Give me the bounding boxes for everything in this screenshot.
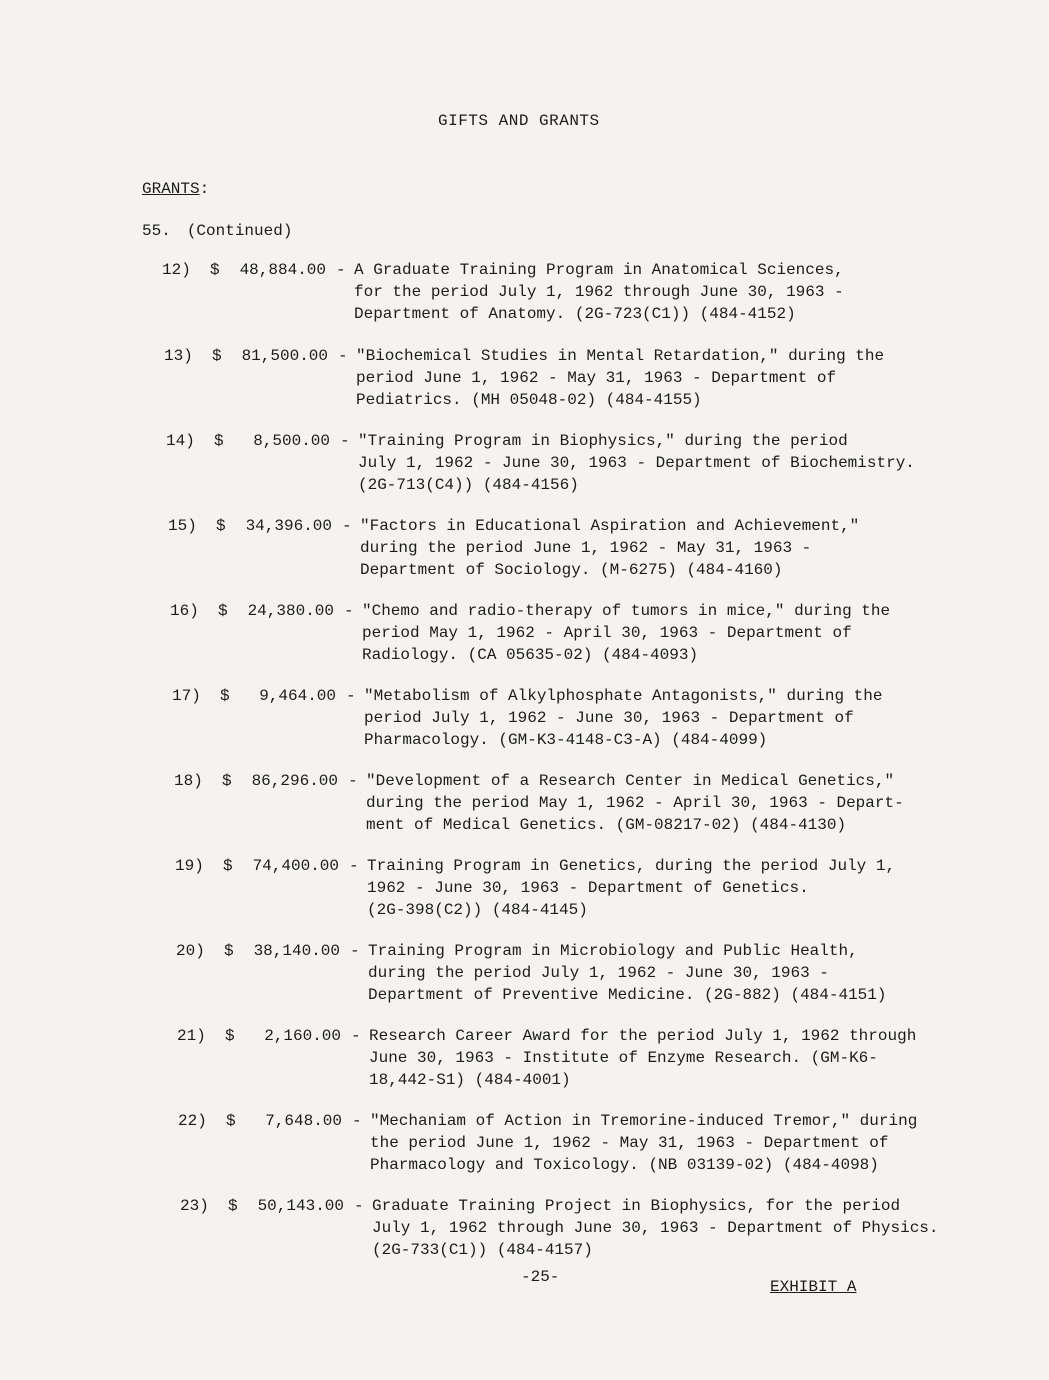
item-number: 55. (142, 222, 171, 240)
grant-description (372, 1195, 939, 1261)
grant-description (368, 940, 886, 1006)
description-line: 18,442-S1) (484-4001) (369, 1071, 571, 1089)
description-line: A Graduate Training Program in Anatomical Sciences, (354, 261, 844, 279)
entry-dash: - (344, 602, 354, 620)
entry-dash: - (349, 857, 359, 875)
grant-amount: 24,380.00 (247, 602, 334, 620)
description-line: "Chemo and radio-therapy of tumors in mice," during the (362, 602, 891, 620)
entry-number: 23) (180, 1197, 209, 1215)
section-colon: : (199, 180, 210, 198)
section-heading (142, 180, 209, 198)
description-line: ment of Medical Genetics. (GM-08217-02) (484-4130) (366, 816, 847, 834)
grant-description (362, 600, 890, 666)
description-line: Research Career Award for the period July 1, 1962 through (369, 1027, 917, 1045)
description-line: during the period July 1, 1962 - June 30, 1963 - (368, 964, 829, 982)
entry-number: 15) (168, 517, 197, 535)
description-line: Radiology. (CA 05635-02) (484-4093) (362, 646, 699, 664)
section-label: GRANTS (142, 180, 200, 198)
dollar-sign: $ (228, 1197, 238, 1215)
grant-amount: 48,884.00 (239, 261, 326, 279)
dollar-sign: $ (210, 261, 220, 279)
entry-dash: - (352, 1112, 362, 1130)
dollar-sign: $ (224, 942, 234, 960)
page-title: GIFTS AND GRANTS (438, 112, 600, 130)
entry-number: 14) (166, 432, 195, 450)
grant-amount: 74,400.00 (252, 857, 339, 875)
description-line: (2G-713(C4)) (484-4156) (358, 476, 579, 494)
description-line: Training Program in Genetics, during the period July 1, (367, 857, 896, 875)
grant-amount: 86,296.00 (251, 772, 338, 790)
page-number: -25- (521, 1268, 560, 1286)
description-line: Pediatrics. (MH 05048-02) (484-4155) (356, 391, 702, 409)
description-line: "Factors in Educational Aspiration and Achievement," (360, 517, 860, 535)
description-line: Graduate Training Project in Biophysics, for the period (372, 1197, 901, 1215)
description-line: "Metabolism of Alkylphosphate Antagonists," during the (364, 687, 883, 705)
description-line: July 1, 1962 through June 30, 1963 - Department of Physics. (372, 1219, 939, 1237)
entry-number: 17) (172, 687, 201, 705)
description-line: Department of Anatomy. (2G-723(C1)) (484-4152) (354, 305, 796, 323)
grant-description (354, 259, 844, 325)
description-line: Pharmacology and Toxicology. (NB 03139-02) (484-4098) (370, 1156, 879, 1174)
exhibit-label: EXHIBIT A (770, 1278, 857, 1296)
description-line: during the period May 1, 1962 - April 30, 1963 - Depart- (366, 794, 904, 812)
entry-dash: - (340, 432, 350, 450)
dollar-sign: $ (212, 347, 222, 365)
grant-description (360, 515, 859, 581)
entry-dash: - (342, 517, 352, 535)
description-line: for the period July 1, 1962 through June 30, 1963 - (354, 283, 844, 301)
description-line: Department of Sociology. (M-6275) (484-4160) (360, 561, 783, 579)
grant-description (356, 345, 884, 411)
description-line: period July 1, 1962 - June 30, 1963 - Department of (364, 709, 854, 727)
entry-number: 16) (170, 602, 199, 620)
description-line: "Training Program in Biophysics," during the period (358, 432, 848, 450)
grant-amount: 81,500.00 (241, 347, 328, 365)
dollar-sign: $ (225, 1027, 235, 1045)
dollar-sign: $ (216, 517, 226, 535)
description-line: (2G-733(C1)) (484-4157) (372, 1241, 593, 1259)
grant-description (366, 770, 904, 836)
entry-dash: - (336, 261, 346, 279)
grant-amount: 7,648.00 (265, 1112, 342, 1130)
entry-dash: - (351, 1027, 361, 1045)
description-line: July 1, 1962 - June 30, 1963 - Department of Biochemistry. (358, 454, 915, 472)
description-line: 1962 - June 30, 1963 - Department of Genetics. (367, 879, 809, 897)
dollar-sign: $ (226, 1112, 236, 1130)
description-line: period May 1, 1962 - April 30, 1963 - Department of (362, 624, 852, 642)
grant-amount: 38,140.00 (253, 942, 340, 960)
item-note: (Continued) (186, 222, 293, 240)
description-line: Pharmacology. (GM-K3-4148-C3-A) (484-4099) (364, 731, 768, 749)
entry-dash: - (350, 942, 360, 960)
entry-number: 21) (177, 1027, 206, 1045)
grant-amount: 34,396.00 (245, 517, 332, 535)
grant-amount: 8,500.00 (253, 432, 330, 450)
description-line: Training Program in Microbiology and Public Health, (368, 942, 858, 960)
grant-description (364, 685, 882, 751)
dollar-sign: $ (214, 432, 224, 450)
entry-number: 22) (178, 1112, 207, 1130)
description-line: "Mechaniam of Action in Tremorine-induced Tremor," during (370, 1112, 918, 1130)
dollar-sign: $ (220, 687, 230, 705)
description-line: period June 1, 1962 - May 31, 1963 - Department of (356, 369, 837, 387)
grant-description (367, 855, 895, 921)
item-heading (142, 222, 292, 240)
entry-dash: - (354, 1197, 364, 1215)
grant-amount: 50,143.00 (257, 1197, 344, 1215)
description-line: during the period June 1, 1962 - May 31, 1963 - (360, 539, 812, 557)
entry-number: 20) (176, 942, 205, 960)
description-line: the period June 1, 1962 - May 31, 1963 - Department of (370, 1134, 889, 1152)
description-line: (2G-398(C2)) (484-4145) (367, 901, 588, 919)
dollar-sign: $ (223, 857, 233, 875)
grant-description (358, 430, 915, 496)
entry-number: 18) (174, 772, 203, 790)
entry-dash: - (348, 772, 358, 790)
grant-description (370, 1110, 917, 1176)
description-line: "Biochemical Studies in Mental Retardation," during the (356, 347, 885, 365)
entry-dash: - (338, 347, 348, 365)
entry-number: 19) (175, 857, 204, 875)
grant-amount: 9,464.00 (259, 687, 336, 705)
description-line: "Development of a Research Center in Medical Genetics," (366, 772, 895, 790)
grant-amount: 2,160.00 (264, 1027, 341, 1045)
entry-number: 12) (162, 261, 191, 279)
description-line: Department of Preventive Medicine. (2G-882) (484-4151) (368, 986, 887, 1004)
description-line: June 30, 1963 - Institute of Enzyme Research. (GM-K6- (369, 1049, 878, 1067)
grant-description (369, 1025, 916, 1091)
entry-dash: - (346, 687, 356, 705)
dollar-sign: $ (218, 602, 228, 620)
dollar-sign: $ (222, 772, 232, 790)
entry-number: 13) (164, 347, 193, 365)
